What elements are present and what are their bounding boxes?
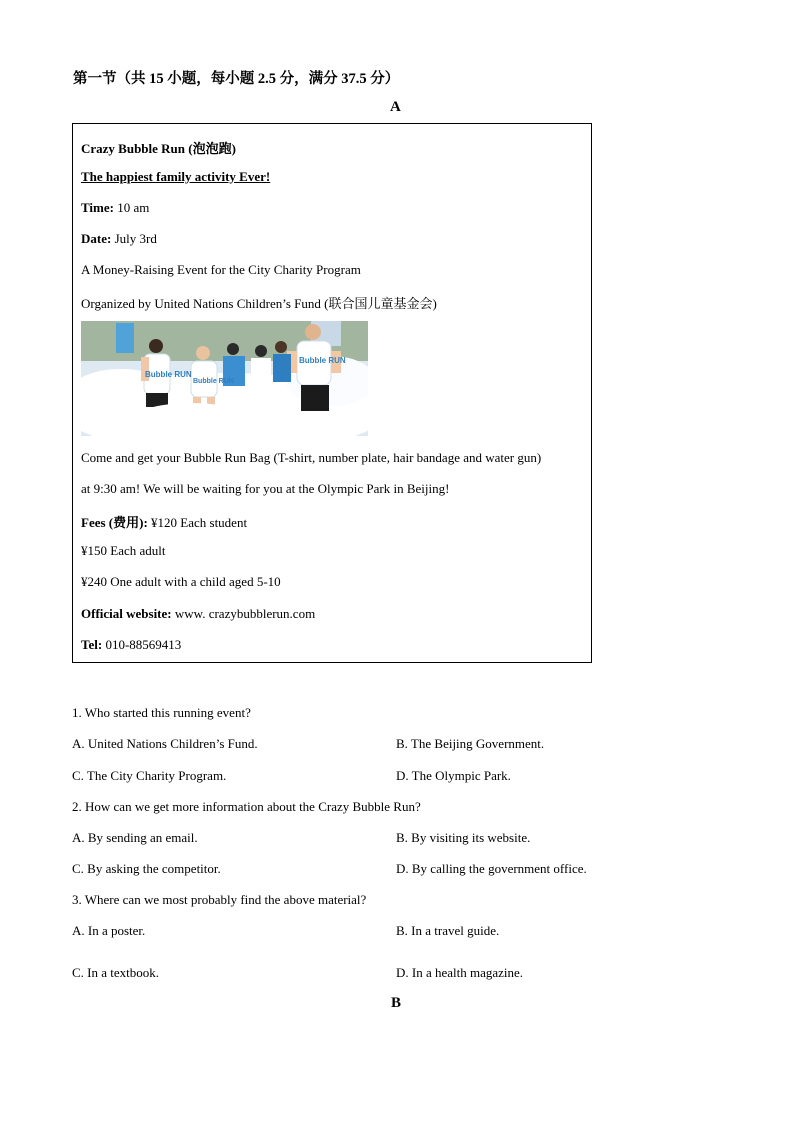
question-2-option-d: D. By calling the government office. xyxy=(396,861,587,876)
ad-body-line-2: at 9:30 am! We will be waiting for you at the Olympic Park in Beijing! xyxy=(81,481,450,496)
tel-value: 010-88569413 xyxy=(102,637,182,652)
shirt-print-right: Bubble RUN xyxy=(299,356,346,365)
ad-fees-family: ¥240 One adult with a child aged 5-10 xyxy=(81,574,281,589)
fees-label: Fees (费用): xyxy=(81,515,148,530)
question-3: 3. Where can we most probably find the above material? xyxy=(72,892,367,907)
question-1: 1. Who started this running event? xyxy=(72,705,251,720)
ad-organizer-line: Organized by United Nations Children’s Fund (联合国儿童基金会) xyxy=(81,296,437,311)
shirt-print-left: Bubble RUN xyxy=(145,370,192,379)
ad-slogan: The happiest family activity Ever! xyxy=(81,169,271,184)
question-1-option-b: B. The Beijing Government. xyxy=(396,736,545,751)
ad-time xyxy=(81,200,149,216)
date-value: July 3rd xyxy=(111,231,157,246)
question-2-option-b: B. By visiting its website. xyxy=(396,830,531,845)
ad-fees-line xyxy=(81,512,247,531)
ad-date xyxy=(81,231,157,247)
question-3-option-d: D. In a health magazine. xyxy=(396,965,524,980)
question-3-option-c: C. In a textbook. xyxy=(72,965,160,980)
question-1-option-a: A. United Nations Children’s Fund. xyxy=(72,736,258,751)
ad-website-line xyxy=(81,606,315,622)
shirt-print-middle: Bubble RUN xyxy=(193,378,234,385)
website-label: Official website: xyxy=(81,606,172,621)
section-title: 第一节（共 15 小题，每小题 2.5 分，满分 37.5 分） xyxy=(73,71,400,87)
part-b-heading: B xyxy=(391,995,402,1011)
ad-event-line: A Money-Raising Event for the City Charity Program xyxy=(81,262,361,277)
question-2-option-c: C. By asking the competitor. xyxy=(72,861,221,876)
date-label: Date: xyxy=(81,231,112,246)
ad-tel-line xyxy=(81,637,181,653)
bubble-run-photo xyxy=(81,321,368,436)
question-3-option-a: A. In a poster. xyxy=(72,923,146,938)
time-value: 10 am xyxy=(113,200,150,215)
ad-body-line-1: Come and get your Bubble Run Bag (T-shirt, number plate, hair bandage and water gun) xyxy=(81,450,542,465)
question-1-option-d: D. The Olympic Park. xyxy=(396,768,511,783)
website-value: www. crazybubblerun.com xyxy=(171,606,316,621)
fees-student: ¥120 Each student xyxy=(147,515,248,530)
tel-label: Tel: xyxy=(81,637,103,652)
question-2-option-a: A. By sending an email. xyxy=(72,830,198,845)
ad-title: Crazy Bubble Run (泡泡跑) xyxy=(81,141,236,156)
bubble-run-photo-illustration xyxy=(81,321,368,436)
time-label: Time: xyxy=(81,200,114,215)
ad-fees-adult: ¥150 Each adult xyxy=(81,543,166,558)
question-3-option-b: B. In a travel guide. xyxy=(396,923,500,938)
part-a-heading: A xyxy=(390,99,401,115)
advertisement-box xyxy=(72,123,592,663)
question-1-option-c: C. The City Charity Program. xyxy=(72,768,227,783)
question-2: 2. How can we get more information about the Crazy Bubble Run? xyxy=(72,799,421,814)
